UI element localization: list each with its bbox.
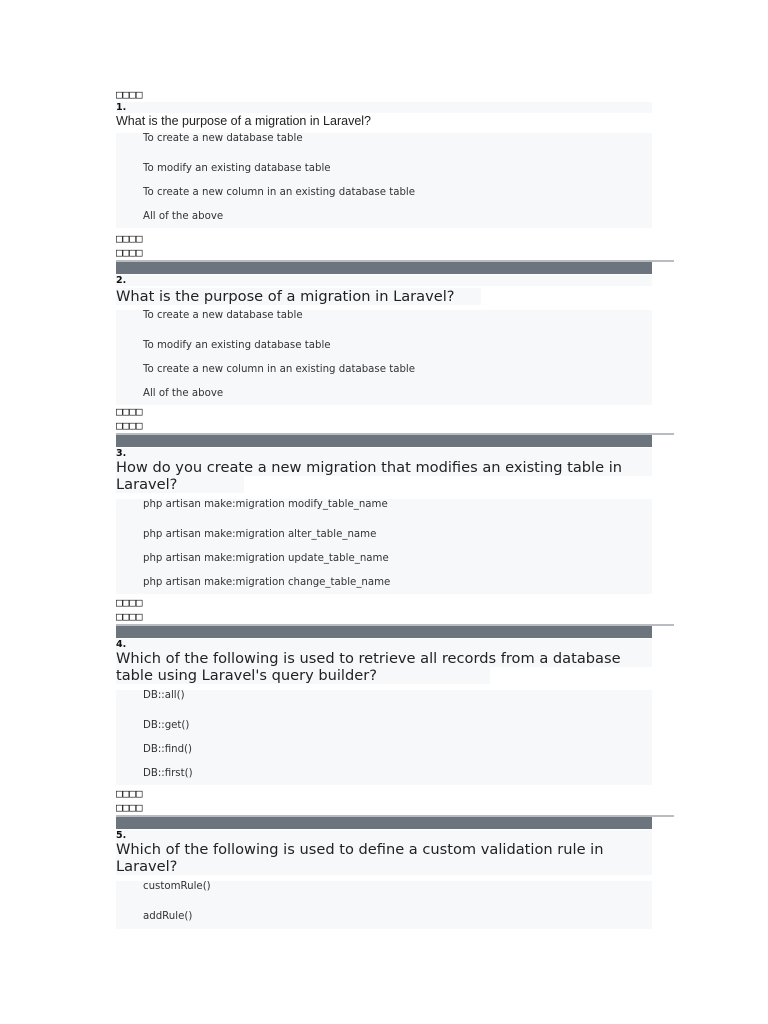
answer-list xyxy=(116,690,652,785)
answer-option[interactable]: php artisan make:migration update_table_name xyxy=(143,552,389,564)
answer-option[interactable]: DB::first() xyxy=(143,767,193,779)
question-number: 4. xyxy=(116,639,652,650)
answer-option[interactable]: DB::all() xyxy=(143,690,185,701)
answer-option[interactable]: To create a new database table xyxy=(143,133,303,144)
section-divider xyxy=(116,815,652,829)
answer-option[interactable]: All of the above xyxy=(143,387,224,399)
question-block-4 xyxy=(116,639,674,785)
placeholder-glyphs: □□□□ xyxy=(116,596,143,609)
separator-block-1 xyxy=(116,232,674,274)
separator-block-4 xyxy=(116,787,674,829)
question-block-5 xyxy=(116,830,674,929)
section-divider xyxy=(116,260,652,274)
question-block-2 xyxy=(116,275,674,405)
question-block-1 xyxy=(116,88,674,228)
answer-option[interactable]: To modify an existing database table xyxy=(143,340,331,351)
answer-option[interactable]: To create a new database table xyxy=(143,310,303,321)
placeholder-glyphs: □□□□ xyxy=(116,610,143,623)
separator-block-2 xyxy=(116,405,674,447)
placeholder-glyphs: □□□□ xyxy=(116,801,143,814)
answer-option[interactable]: addRule() xyxy=(143,911,193,922)
answer-option[interactable]: php artisan make:migration change_table_name xyxy=(143,576,391,588)
answer-list xyxy=(116,133,652,228)
placeholder-glyphs: □□□□ xyxy=(116,405,143,418)
answer-list xyxy=(116,499,652,594)
section-divider xyxy=(116,433,652,447)
question-number: 3. xyxy=(116,448,652,459)
placeholder-glyphs: □□□□ xyxy=(116,787,143,800)
question-text: Which of the following is used to retrieve all records from a database table using Laravel's query builder? xyxy=(116,650,652,684)
answer-option[interactable]: php artisan make:migration modify_table_name xyxy=(143,499,388,510)
question-number: 1. xyxy=(116,102,652,113)
answer-option[interactable]: To create a new column in an existing database table xyxy=(143,363,416,375)
separator-block-3 xyxy=(116,596,674,638)
answer-option[interactable]: DB::find() xyxy=(143,743,192,755)
section-divider xyxy=(116,624,652,638)
placeholder-glyphs: □□□□ xyxy=(116,88,143,101)
answer-option[interactable]: To create a new column in an existing database table xyxy=(143,186,416,198)
placeholder-glyphs: □□□□ xyxy=(116,419,143,432)
placeholder-glyphs: □□□□ xyxy=(116,246,143,259)
answer-option[interactable]: customRule() xyxy=(143,881,211,892)
question-text: What is the purpose of a migration in Laravel? xyxy=(116,288,455,305)
placeholder-glyphs: □□□□ xyxy=(116,232,143,245)
answer-option[interactable]: All of the above xyxy=(143,210,224,222)
answer-list xyxy=(116,310,652,405)
answer-option[interactable]: php artisan make:migration alter_table_name xyxy=(143,529,377,540)
question-number: 5. xyxy=(116,830,652,841)
question-text: Which of the following is used to define a custom validation rule in Laravel? xyxy=(116,841,652,875)
answer-list xyxy=(116,881,652,929)
answer-option[interactable]: DB::get() xyxy=(143,720,190,731)
question-block-3 xyxy=(116,448,674,594)
question-text-wrap xyxy=(116,288,481,305)
answer-option[interactable]: To modify an existing database table xyxy=(143,163,331,174)
question-text: What is the purpose of a migration in Laravel? xyxy=(116,114,371,128)
question-number: 2. xyxy=(116,275,652,286)
question-text: How do you create a new migration that modifies an existing table in Laravel? xyxy=(116,459,652,493)
